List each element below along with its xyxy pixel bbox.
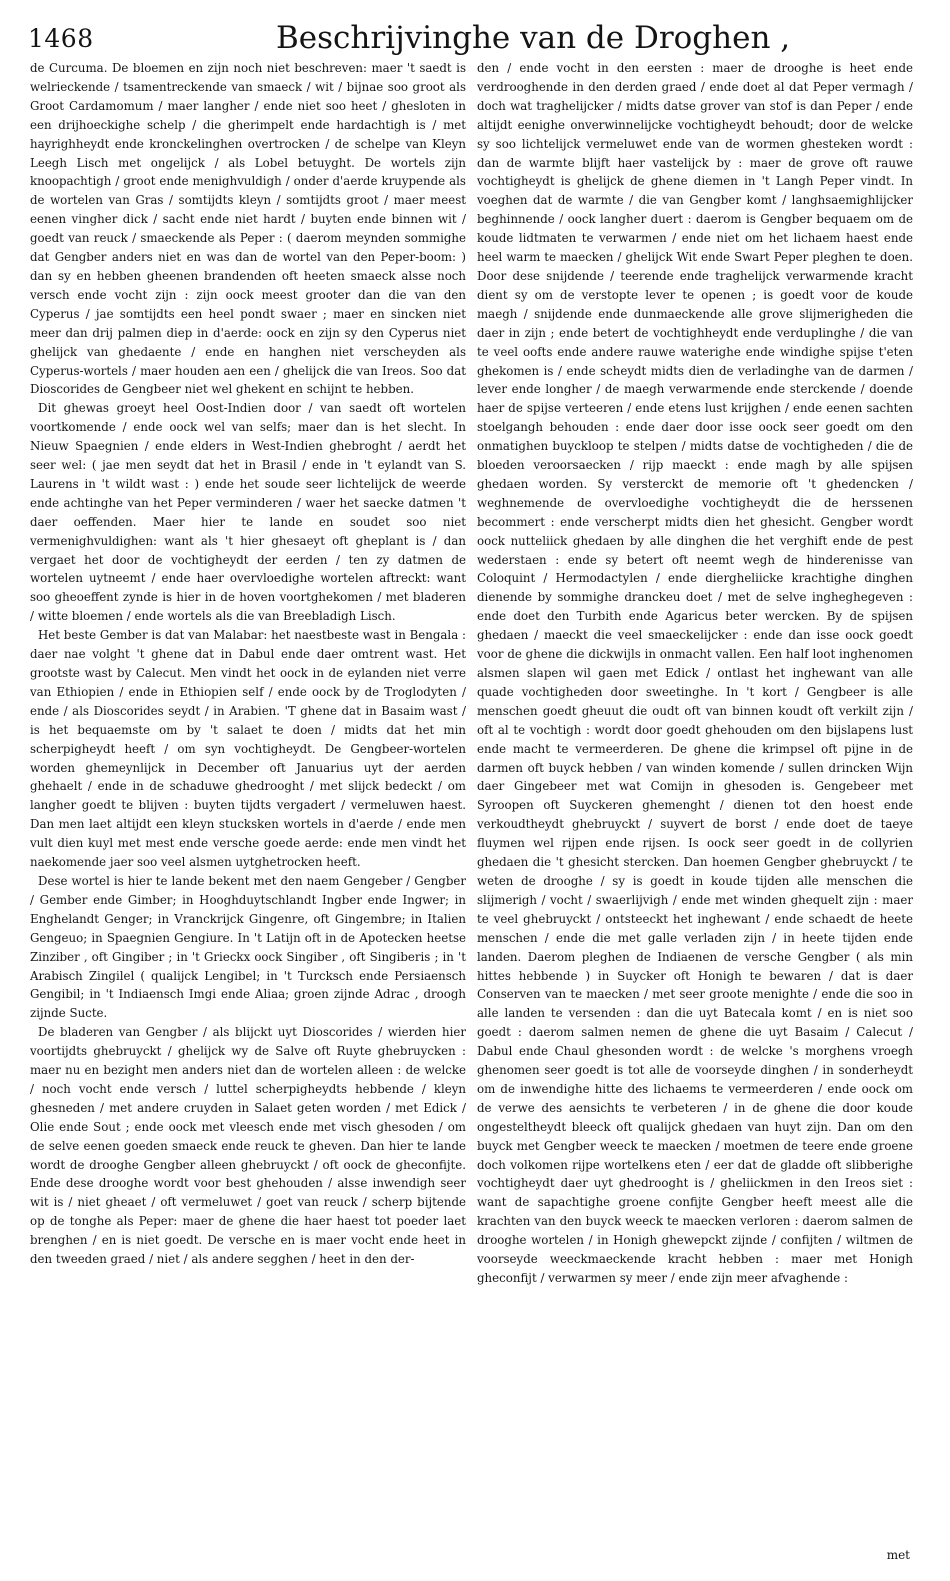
left-column	[30, 59, 466, 1571]
catchword: met	[886, 1548, 910, 1562]
page-header	[28, 20, 908, 60]
right-column	[477, 59, 913, 1571]
paragraph: Dese wortel is hier te lande bekent met den naem Gengeber / Gengber / Gember ende Gimber; in Hooghduytschlandt Ingber ende Ingwer; in Enghelandt Genger; in Vranckrijck Gingenre, oft Gingembre; in Italien Gengeuo; in Spaegnien Gengiure. In 't Latijn oft in de Apotecken heetse Zinziber , oft Gingiber ; in 't Grieckx oock Singiber , oft Singiberis ; in 't Arabisch Zingilel ( qualijck Lengibel; in 't Turcksch ende Persiaensch Gengibil; in 't Indiaensch Imgi ende Aliaa; groen zijnde Adrac , droogh zijnde Sucte.	[30, 873, 466, 1021]
page-number: 1468	[28, 24, 94, 53]
paragraph: De bladeren van Gengber / als blijckt uyt Dioscorides / wierden hier voortijdts ghebruyckt / ghelijck wy de Salve oft Ruyte ghebruycken : maer nu en bezight men anders niet dan de wortelen alleen : de welcke / noch vocht ende versch / luttel scherpigheydts hebbende / kleyn ghesneden / met andere cruyden in Salaet geten worden / met Edick / Olie ende Sout ; ende oock met vleesch ende met visch ghesoden / om de selve eenen goeden smaeck ende reuck te gheven. Dan hier te lande wordt de drooghe Gengber alleen ghebruyckt / oft oock de gheconfijte. Ende dese drooghe wordt voor best ghehouden / alsse inwendigh seer wit is / niet gheaet / oft vermeluwet / goet van reuck / scherp bijtende op de tonghe als Peper: maer de ghene die haer haest tot poeder laet brenghen / en is niet goedt. De versche en is maer vocht ende heet in den tweeden graed / niet / als andere segghen / heet in den der-	[30, 1025, 466, 1267]
paragraph: den / ende vocht in den eersten : maer de drooghe is heet ende verdrooghende in den derden graed / ende doet al dat Peper vermagh / doch wat traghelijcker / midts datse grover van stof is dan Peper / ende altijdt eenighe onverwinnelijcke vochtigheydt behoudt; door de welcke sy soo lichtelijck vermeluwet ende van de wormen ghesteken wordt : dan de warmte blijft haer vastelijck by : maer de grove oft rauwe vochtigheydt is ghelijck de ghene diemen in 't Langh Peper vindt. In voeghen dat de warmte / die van Gengber komt / langhsaemighlijcker beghinnende / oock langher duert : daerom is Gengber bequaem om de koude lidtmaten te verwarmen / ende niet om het lichaem haest ende heel warm te maecken / ghelijck Wit ende Swart Peper pleghen te doen. Door dese snijdende / teerende ende traghelijck verwarmende kracht dient sy om de verstopte lever te openen ; is goedt voor de koude maegh / snijdende ende dunmaeckende alle grove slijmerigheden die daer in zijn ; ende betert de vochtighheydt ende verduplinghe / die van te veel oofts ende andere rauwe waterighe ende windighe spijse t'eten ghekomen is / ende scheydt midts dien de verladinghe van de darmen / lever ende longher / de maegh verwarmende ende sterckende / doende haer de spijse verteeren / ende etens lust krijghen / ende eenen sachten stoelgangh behouden : ende daer door isse oock seer goedt om den onmatighen buyckloop te stelpen / midts datse de vochtigheden / die de bloeden veroorsaecken / rijp maeckt : ende magh by alle spijsen ghedaen worden. Sy versterckt de memorie oft 't ghedencken / weghnemende de overvloedighe vochtigheydt die de herssenen becommert : ende verscherpt midts dien het ghesicht. Gengber wordt oock nutteliick ghedaen by alle dinghen die het verghift ende de pest wederstaen : ende sy betert oft neemt wegh de hinderenisse van Coloquint / Hermodactylen / ende diergheliicke krachtighe dinghen dienende by sommighe dranckeu doet / met de selve ingheghegeven : ende doet den Turbith ende Agaricus beter wercken. By de spijsen ghedaen / maeckt die veel smaeckelijcker : ende dan isse oock goedt voor de ghene die dickwijls in onmacht vallen. Een half loot inghenomen alsmen slapen wil gaen met Edick / ontlast het inghewant van alle quade vochtigheden door sweetinghe. In 't kort / Gengbeer is alle menschen goedt gheuut die oudt oft van binnen koudt oft verkilt zijn / oft al te vochtigh : wordt door goedt ghehouden om den bijslapens lust ende macht te vermeerderen. De ghene die krimpsel oft pijne in de darmen oft buyck hebben / van winden komende / sullen drincken Wijn daer Gingebeer met wat Comijn in ghesoden is. Gengebeer met Syroopen oft Suyckeren ghemenght / dienen tot den hoest ende verkoudtheydt ghebruyckt / suyvert de borst / ende doet de taeye fluymen wel rijpen ende rijsen. Is oock seer goedt in de collyrien ghedaen die 't ghesicht stercken. Dan hoemen Gengber ghebruyckt / te weten de drooghe / sy is goedt in koude tijden alle menschen die slijmerigh / vocht / swaerlijvigh / ende met winden ghequelt zijn : maer te veel ghebruyckt / ontsteeckt het inghewant / ende schaedt de heete menschen / ende die met galle verladen zijn / in heete tijden ende landen. Daerom pleghen de Indiaenen de versche Gengber ( als min hittes hebbende ) in Suycker oft Honigh te bewaren / dat is daer Conserven van te maecken / met seer groote menighte / ende die soo in alle landen te versenden : dan die uyt Batecala komt / en is niet soo goedt : daerom salmen nemen de ghene die uyt Basaim / Calecut / Dabul ende Chaul ghesonden wordt : de welcke 's morghens vroegh ghenomen seer goedt is tot alle de voorseyde dinghen / in sonderheydt om de inwendighe hitte des lichaems te vermeerderen / ende oock om de verwe des aensichts te verbeteren / in de ghene die door koude ongesteltheydt bleeck oft qualijck ghedaen van huyt zijn. Dan om den buyck met Gengber weeck te maecken / moetmen de teere ende groene doch volkomen rijpe wortelkens eten / eer dat de gladde oft slibberighe vochtigheydt daer uyt ghedrooght is / gheliickmen in den Ireos siet : want de sapachtighe groene confijte Gengber heeft meest alle die krachten van den buyck weeck te maecken verloren : daerom salmen de drooghe wortelen / in Honigh ghewepckt zijnde / confijten / wiltmen de voorseyde weeckmaeckende kracht hebben : maer met Honigh gheconfijt / verwarmen sy meer / ende zijn meer afvaghende :	[477, 61, 913, 1285]
paragraph: de Curcuma. De bloemen en zijn noch niet beschreven: maer 't saedt is welrieckende / tsamentreckende van smaeck / wit / bijnae soo groot als Groot Cardamomum / maer langher / ende niet soo heet / ghesloten in een drijhoeckighe schelp / die gherimpelt ende hardachtigh is / met hayrighheydt ende kronckelinghen overtrocken / de schelpe van Kleyn Leegh Lisch met ongelijck / als Lobel betuyght. De wortels zijn knoopachtigh / groot ende menighvuldigh / onder d'aerde kruypende als de wortelen van Gras / somtijdts kleyn / somtijdts groot / maer meest eenen vingher dick / sacht ende niet hardt / buyten ende binnen wit / goedt van reuck / smaeckende als Peper : ( daerom meynden sommighe dat Gengber anders niet en was dan de wortel van den Peper-boom: ) dan sy en hebben gheenen brandenden oft heeten smaeck alsse noch versch ende vocht zijn : zijn oock meest grooter dan die van den Cyperus / jae somtijdts een heel pondt swaer ; maer en sincken niet meer dan drij palmen diep in d'aerde: oock en zijn sy den Cyperus niet ghelijck van ghedaente / ende en hanghen niet verscheyden als Cyperus-wortels / maer houden aen een / ghelijck die van Ireos. Soo dat Dioscorides de Gengbeer niet wel ghekent en schijnt te hebben.	[30, 61, 466, 397]
paragraph: Dit ghewas groeyt heel Oost-Indien door / van saedt oft wortelen voortkomende / ende oock wel van selfs; maer dan is het slecht. In Nieuw Spaegnien / ende elders in West-Indien ghebroght / aerdt het seer wel: ( jae men seydt dat het in Brasil / ende in 't eylandt van S. Laurens in 't wildt wast : ) ende het soude seer lichtelijck de weerde ende achtinghe van het Peper verminderen / waer het saecke datmen 't daer oeffenden. Maer hier te lande en soudet soo niet vermenighvuldighen: want als 't hier ghesaeyt oft gheplant is / dan vergaet het door de vochtigheydt der eerden / ten zy datmen de wortelen uytneemt / ende haer overvloedighe wortelen aftreckt: want soo gheoeffent zynde is hier in de hoven voortghekomen / met bladeren / witte bloemen / ende wortels als die van Breebladigh Lisch.	[30, 401, 466, 624]
paragraph: Het beste Gember is dat van Malabar: het naestbeste wast in Bengala : daer nae volght 't ghene dat in Dabul ende daer omtrent wast. Het grootste wast by Calecut. Men vindt het oock in de eylanden niet verre van Ethiopien / ende in Ethiopien self / ende oock by de Troglodyten / ende / als Dioscorides seydt / in Arabien. 'T ghene dat in Basaim wast / is het bequaemste om by 't salaet te doen / midts dat het min scherpigheydt heeft / om syn vochtigheydt. De Gengbeer-wortelen worden ghemeynlijck in December oft Januarius uyt der aerden ghehaelt / ende in de schaduwe ghedrooght / met slijck bedeckt / om langher goedt te blijven : buyten tijdts vergadert / vermeluwen haest. Dan men laet altijdt een kleyn stucksken wortels in d'aerde / ende men vult dien kuyl met mest ende versche goede aerde: ende men vindt het naekomende jaer soo veel alsmen uytghetrocken heeft.	[30, 628, 466, 870]
running-title: Beschrijvinghe van de Droghen ,	[276, 20, 791, 56]
